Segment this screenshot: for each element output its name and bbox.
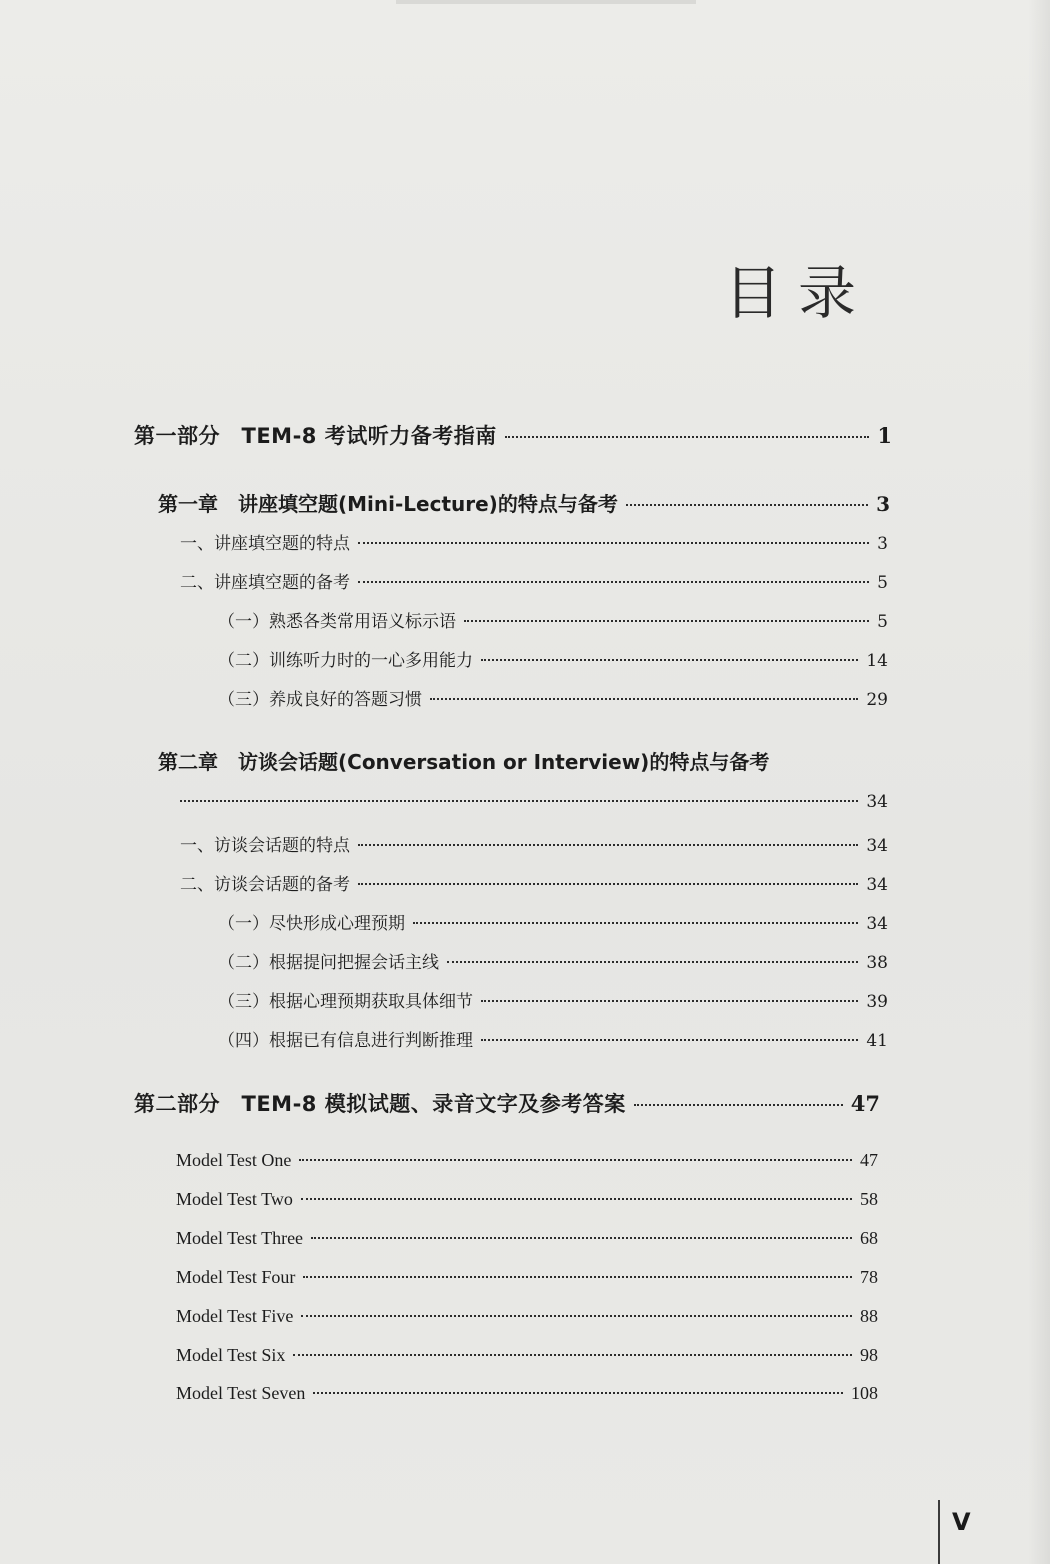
dot-leader — [358, 542, 869, 544]
dot-leader — [447, 961, 858, 963]
dot-leader — [634, 1104, 843, 1106]
toc-subsection-label: （三）养成良好的答题习惯 — [218, 690, 422, 710]
toc-model-test-page: 68 — [860, 1228, 878, 1248]
toc-subsection-label: （二）根据提问把握会话主线 — [218, 953, 439, 973]
dot-leader — [180, 800, 858, 802]
toc-model-test[interactable] — [176, 1383, 878, 1404]
page-number: V — [952, 1508, 971, 1536]
toc-chapter-2-leader-line[interactable] — [180, 792, 888, 812]
toc-subsection-page: 38 — [866, 953, 888, 973]
toc-subsection-label: （一）尽快形成心理预期 — [218, 914, 405, 934]
toc-subsection-page: 41 — [866, 1031, 888, 1051]
toc-part-1-page: 1 — [877, 423, 892, 448]
toc-subsection-page: 34 — [866, 914, 888, 934]
toc-subsection[interactable] — [218, 607, 888, 632]
toc-section[interactable] — [180, 870, 888, 895]
toc-chapter-2[interactable] — [158, 746, 890, 775]
toc-subsection[interactable] — [218, 646, 888, 671]
toc-subsection-label: （三）根据心理预期获取具体细节 — [218, 992, 473, 1012]
toc-section[interactable] — [180, 529, 888, 554]
toc-subsection-page: 29 — [866, 690, 888, 710]
toc-model-test[interactable] — [176, 1306, 878, 1327]
folio-rule — [938, 1500, 940, 1564]
toc-subsection-label: （二）训练听力时的一心多用能力 — [218, 651, 473, 671]
toc-model-test-label: Model Test Seven — [176, 1383, 306, 1403]
toc-chapter-2-page: 34 — [866, 792, 888, 812]
toc-part-2[interactable] — [134, 1088, 880, 1118]
toc-model-test-label: Model Test Two — [176, 1189, 293, 1209]
toc-model-test-page: 78 — [860, 1267, 878, 1287]
toc-subsection-page: 39 — [866, 992, 888, 1012]
toc-subsection[interactable] — [218, 1026, 888, 1051]
toc-subsection[interactable] — [218, 987, 888, 1012]
toc-model-test-page: 47 — [860, 1150, 878, 1170]
dot-leader — [505, 436, 870, 438]
toc-model-test-page: 108 — [851, 1383, 878, 1403]
toc-section[interactable] — [180, 568, 888, 593]
toc-section-label: 二、讲座填空题的备考 — [180, 573, 350, 593]
toc-model-test[interactable] — [176, 1150, 878, 1171]
toc-subsection-page: 5 — [877, 612, 888, 632]
toc-model-test-label: Model Test Three — [176, 1228, 304, 1248]
toc-model-test[interactable] — [176, 1345, 878, 1366]
toc-part-1-label: 第一部分 TEM-8 考试听力备考指南 — [134, 424, 497, 448]
toc-section-label: 一、访谈会话题的特点 — [180, 836, 350, 856]
toc-chapter-1-page: 3 — [876, 492, 890, 516]
toc-model-test-label: Model Test Four — [176, 1267, 296, 1287]
toc-section-label: 二、访谈会话题的备考 — [180, 875, 350, 895]
dot-leader — [358, 581, 869, 583]
top-divider — [396, 0, 696, 4]
dot-leader — [301, 1315, 852, 1317]
toc-section-page: 34 — [866, 836, 888, 856]
toc-section[interactable] — [180, 831, 888, 856]
dot-leader — [481, 659, 858, 661]
toc-subsection-label: （一）熟悉各类常用语义标示语 — [218, 612, 456, 632]
toc-model-test-label: Model Test Six — [176, 1345, 286, 1365]
toc-subsection-page: 14 — [866, 651, 888, 671]
dot-leader — [358, 844, 858, 846]
toc-subsection-label: （四）根据已有信息进行判断推理 — [218, 1031, 473, 1051]
page-edge-shadow — [1028, 0, 1050, 1564]
toc-model-test-label: Model Test One — [176, 1150, 292, 1170]
dot-leader — [299, 1159, 852, 1161]
dot-leader — [464, 620, 869, 622]
dot-leader — [626, 504, 868, 506]
toc-model-test[interactable] — [176, 1228, 878, 1249]
dot-leader — [430, 698, 858, 700]
toc-chapter-1[interactable] — [158, 488, 890, 517]
toc-subsection[interactable] — [218, 685, 888, 710]
dot-leader — [303, 1276, 852, 1278]
toc-section-label: 一、讲座填空题的特点 — [180, 534, 350, 554]
toc-subsection[interactable] — [218, 948, 888, 973]
toc-model-test-label: Model Test Five — [176, 1306, 294, 1326]
toc-section-page: 34 — [866, 875, 888, 895]
toc-chapter-1-label: 第一章 讲座填空题(Mini-Lecture)的特点与备考 — [158, 492, 618, 516]
toc-section-page: 5 — [877, 573, 888, 593]
dot-leader — [413, 922, 858, 924]
toc-model-test[interactable] — [176, 1267, 878, 1288]
toc-chapter-2-label: 第二章 访谈会话题(Conversation or Interview)的特点与备考 — [158, 750, 770, 774]
dot-leader — [481, 1000, 858, 1002]
dot-leader — [311, 1237, 852, 1239]
toc-subsection[interactable] — [218, 909, 888, 934]
toc-part-2-label: 第二部分 TEM-8 模拟试题、录音文字及参考答案 — [134, 1092, 626, 1116]
page-title: 目录 — [724, 259, 873, 327]
toc-part-1[interactable] — [134, 420, 892, 450]
dot-leader — [358, 883, 858, 885]
toc-model-test-page: 88 — [860, 1306, 878, 1326]
dot-leader — [293, 1354, 852, 1356]
toc-model-test[interactable] — [176, 1189, 878, 1210]
dot-leader — [313, 1392, 843, 1394]
dot-leader — [481, 1039, 858, 1041]
toc-model-test-page: 58 — [860, 1189, 878, 1209]
toc-section-page: 3 — [877, 534, 888, 554]
toc-model-test-page: 98 — [860, 1345, 878, 1365]
dot-leader — [301, 1198, 852, 1200]
toc-part-2-page: 47 — [850, 1091, 880, 1116]
